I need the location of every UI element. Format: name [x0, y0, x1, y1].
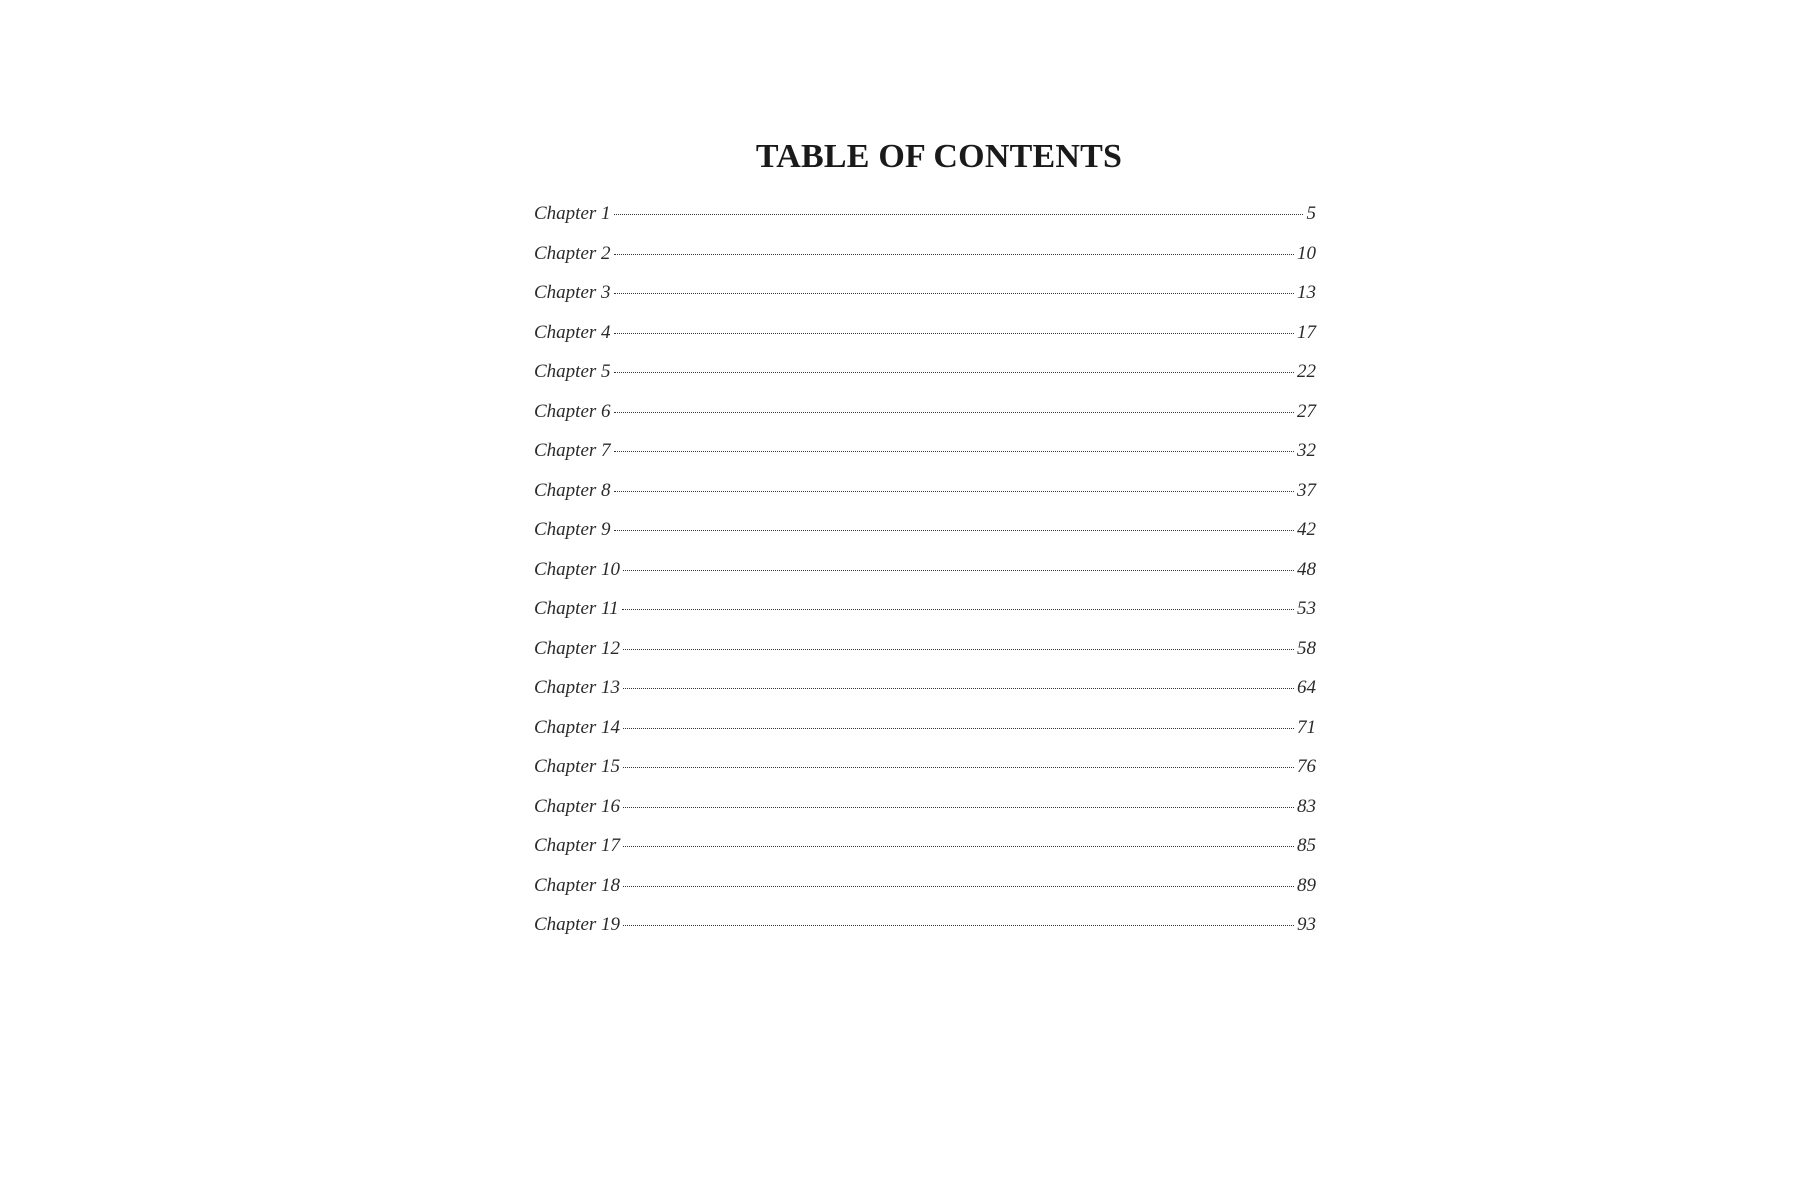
toc-entry[interactable] — [534, 598, 1316, 638]
toc-entry[interactable] — [534, 559, 1316, 599]
toc-entry[interactable] — [534, 282, 1316, 322]
dot-leader — [623, 925, 1294, 926]
toc-entry-label: Chapter 8 — [534, 479, 611, 501]
toc-entry-page: 93 — [1297, 914, 1316, 935]
toc-entry-page: 22 — [1297, 361, 1316, 382]
dot-leader — [623, 688, 1294, 689]
toc-entry-page: 37 — [1297, 479, 1316, 501]
toc-entry[interactable] — [534, 361, 1316, 401]
toc-entry[interactable] — [534, 243, 1316, 283]
toc-entry-page: 32 — [1297, 440, 1316, 461]
toc-entry-page: 5 — [1306, 203, 1316, 224]
toc-entry-page: 71 — [1297, 716, 1316, 738]
toc-entry[interactable] — [534, 480, 1316, 520]
toc-entry[interactable] — [534, 796, 1316, 836]
toc-entry[interactable] — [534, 638, 1316, 678]
toc-entry-page: 58 — [1297, 637, 1316, 659]
toc-entry[interactable] — [534, 835, 1316, 875]
dot-leader — [622, 609, 1294, 610]
page-title: TABLE OF CONTENTS — [755, 138, 1123, 175]
toc-entry[interactable] — [534, 756, 1316, 796]
dot-leader — [623, 728, 1294, 729]
toc-entry-page: 48 — [1297, 558, 1316, 580]
toc-entry-label: Chapter 10 — [534, 558, 621, 580]
toc-entry[interactable] — [534, 875, 1316, 915]
toc-entry-page: 42 — [1297, 519, 1316, 540]
dot-leader — [623, 570, 1294, 571]
toc-entry-label: Chapter 13 — [534, 677, 621, 698]
dot-leader — [614, 412, 1294, 413]
dot-leader — [614, 530, 1294, 531]
toc-entry-page: 10 — [1297, 242, 1316, 264]
toc-entry-label: Chapter 3 — [534, 282, 611, 303]
toc-entry-label: Chapter 6 — [534, 400, 611, 422]
dot-leader — [614, 293, 1294, 294]
toc-entry-label: Chapter 11 — [534, 598, 619, 619]
toc-entry[interactable] — [534, 677, 1316, 717]
toc-entry[interactable] — [534, 401, 1316, 441]
toc-entry-page: 13 — [1297, 282, 1316, 303]
toc-entry-label: Chapter 15 — [534, 756, 621, 777]
dot-leader — [614, 491, 1294, 492]
toc-entry-label: Chapter 19 — [534, 914, 621, 935]
dot-leader — [614, 254, 1294, 255]
toc-entry[interactable] — [534, 440, 1316, 480]
toc-entry-page: 83 — [1297, 795, 1316, 817]
dot-leader — [623, 807, 1294, 808]
toc-entry-label: Chapter 17 — [534, 835, 621, 856]
dot-leader — [614, 372, 1294, 373]
toc-entry-label: Chapter 2 — [534, 242, 611, 264]
toc-entry-page: 85 — [1297, 835, 1316, 856]
toc-entry[interactable] — [534, 322, 1316, 362]
toc-entry[interactable] — [534, 519, 1316, 559]
toc-list — [534, 203, 1316, 954]
toc-entry-page: 76 — [1297, 756, 1316, 777]
toc-entry-page: 64 — [1297, 677, 1316, 698]
toc-entry-label: Chapter 1 — [534, 203, 611, 224]
toc-entry-page: 53 — [1297, 598, 1316, 619]
dot-leader — [623, 846, 1294, 847]
toc-entry-page: 89 — [1297, 874, 1316, 896]
toc-entry-page: 17 — [1297, 321, 1316, 343]
dot-leader — [614, 451, 1294, 452]
toc-entry-page: 27 — [1297, 400, 1316, 422]
toc-entry-label: Chapter 7 — [534, 440, 611, 461]
dot-leader — [623, 649, 1294, 650]
toc-entry[interactable] — [534, 914, 1316, 954]
toc-entry-label: Chapter 16 — [534, 795, 621, 817]
toc-entry[interactable] — [534, 203, 1316, 243]
toc-entry[interactable] — [534, 717, 1316, 757]
dot-leader — [614, 214, 1303, 215]
toc-entry-label: Chapter 12 — [534, 637, 621, 659]
toc-entry-label: Chapter 14 — [534, 716, 621, 738]
toc-entry-label: Chapter 4 — [534, 321, 611, 343]
dot-leader — [614, 333, 1294, 334]
dot-leader — [623, 767, 1294, 768]
toc-entry-label: Chapter 9 — [534, 519, 611, 540]
dot-leader — [623, 886, 1294, 887]
toc-entry-label: Chapter 5 — [534, 361, 611, 382]
toc-entry-label: Chapter 18 — [534, 874, 621, 896]
